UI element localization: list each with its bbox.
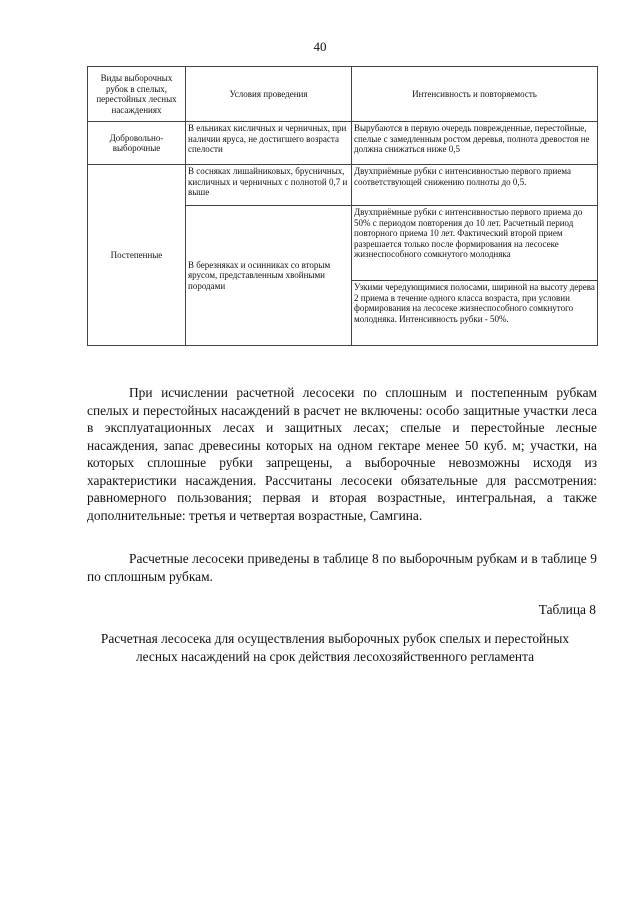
header-intensity: Интенсивность и повторяемость bbox=[352, 67, 598, 122]
cell-condition: В ельниках кисличных и черничных, при наличии яруса, не достигшего возраста спелости bbox=[186, 122, 352, 165]
body-paragraph: Расчетные лесосеки приведены в таблице 8 по выборочным рубкам и в таблице 9 по сплошным рубкам. bbox=[87, 551, 597, 584]
body-paragraph: При исчислении расчетной лесосеки по сплошным и постепенным рубкам спелых и перестойных насаждений в расчет не включены: особо защитные участки леса в эксплуатационных лесах и защитных лесах; спелые и перестойные лесные насаждения, запас древесины которых на одном гектаре менее 50 куб. м; участки, на которых сплошные рубки запрещены, а выборочные невозможны исходя из характеристики насаждения. Рассчитаны лесосеки обязательные для рассмотрения: равномерного пользования; первая и вторая возрастные, интегральная, а также дополнительные: третья и четвертая возрастные, Самгина. bbox=[87, 385, 597, 523]
cell-condition: В сосняках лишайниковых, брусничных, кисличных и черничных с полнотой 0,7 и выше bbox=[186, 165, 352, 206]
page-number: 40 bbox=[313, 39, 327, 54]
cell-condition: В березняках и осинниках со вторым ярусом, представленным хвойными породами bbox=[186, 206, 352, 346]
cell-type: Постепенные bbox=[88, 165, 186, 346]
table-label: Таблица 8 bbox=[538, 602, 596, 617]
table-header-row bbox=[88, 67, 598, 122]
table-caption: Расчетная лесосека для осуществления выборочных рубок спелых и перестойных лесных насаждений на срок действия лесохозяйственного регламента bbox=[100, 631, 570, 664]
table-row bbox=[88, 122, 598, 165]
cell-intensity: Узкими чередующимися полосами, шириной на высоту дерева 2 приема в течение одного класса возраста, при условии формирования на лесосеке жизнеспособного сомкнутого молодняка. Интенсивность рубки - 50%. bbox=[352, 281, 598, 346]
cell-intensity: Вырубаются в первую очередь поврежденные, перестойные, спелые с замедленным ростом деревья, полнота древостоя не должна снижаться ниже 0,5 bbox=[352, 122, 598, 165]
header-type: Виды выборочных рубок в спелых, перестойных лесных насаждениях bbox=[88, 67, 186, 122]
table-row bbox=[88, 165, 598, 206]
cell-intensity: Двухприёмные рубки с интенсивностью первого приема соответствующей снижению полноты до 0,5. bbox=[352, 165, 598, 206]
cell-intensity: Двухприёмные рубки с интенсивностью первого приема до 50% с периодом повторения до 10 лет. Расчетный период повторного приема 10 лет. Фактический второй прием разрешается только после формирования на лесосеке жизнеспособного сомкнутого молодняка bbox=[352, 206, 598, 281]
logging-methods-table bbox=[87, 66, 598, 346]
cell-type: Добровольно-выборочные bbox=[88, 122, 186, 165]
header-conditions: Условия проведения bbox=[186, 67, 352, 122]
